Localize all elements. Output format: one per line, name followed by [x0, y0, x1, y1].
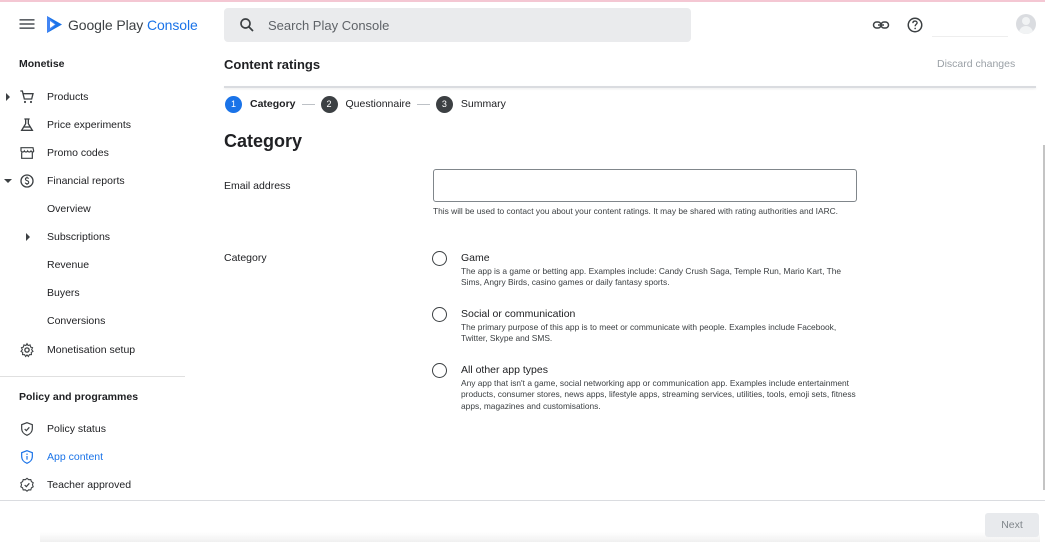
step-label: Questionnaire	[345, 98, 411, 110]
search-icon	[238, 16, 256, 34]
sidebar-item-subscriptions[interactable]	[0, 226, 186, 248]
page-title: Content ratings	[224, 57, 321, 72]
search-input[interactable]: Search Play Console	[268, 17, 390, 33]
dollar-icon	[19, 173, 35, 189]
gear-icon	[19, 342, 35, 358]
email-helper-text: This will be used to contact you about your content ratings. It may be shared with rating authorities and IARC.	[433, 206, 839, 216]
step-number: 1	[225, 96, 242, 113]
title-divider	[224, 86, 1036, 88]
next-button[interactable]: Next	[985, 513, 1039, 537]
sidebar-item-label: App content	[47, 451, 104, 463]
caret-right-icon[interactable]	[24, 233, 32, 241]
option-title: Game	[461, 252, 490, 264]
step-summary[interactable]	[436, 96, 506, 113]
step-number: 3	[436, 96, 453, 113]
sidebar-item-conversions[interactable]	[0, 310, 186, 332]
sidebar-item-label: Financial reports	[47, 175, 125, 187]
sidebar-item-buyers[interactable]	[0, 282, 186, 304]
radio-game[interactable]	[432, 251, 447, 266]
play-console-logo[interactable]	[46, 15, 198, 34]
category-label: Category	[224, 252, 267, 264]
sidebar-item-label: Overview	[47, 203, 91, 215]
option-description: Any app that isn't a game, social networking app or communication app. Examples include entertainment products, consumer stores, news apps, lifestyle apps, streaming services, utilities, tools, emoji sets, fitness apps, magazines and customisations.	[461, 378, 856, 411]
logo-product: Console	[146, 16, 198, 33]
sidebar-item-label: Revenue	[47, 259, 90, 271]
radio-other[interactable]	[432, 363, 447, 378]
step-connector	[417, 104, 430, 105]
footer-divider	[0, 500, 1045, 501]
sidebar-item-policy-status[interactable]	[0, 418, 186, 440]
link-icon[interactable]	[872, 16, 890, 34]
shield-check-icon	[19, 421, 35, 437]
sidebar-section-monetise: Monetise	[19, 58, 65, 70]
sidebar-item-financial-reports[interactable]	[0, 170, 186, 192]
sidebar-item-label: Teacher approved	[47, 479, 132, 491]
sidebar-item-label: Buyers	[47, 287, 80, 299]
shield-info-icon	[19, 449, 35, 465]
step-label: Category	[250, 98, 296, 110]
sidebar-item-label: Conversions	[47, 315, 106, 327]
search-bar[interactable]	[224, 8, 691, 42]
flask-icon	[19, 117, 35, 133]
logo-text	[68, 17, 198, 33]
step-connector	[302, 104, 315, 105]
sidebar-item-label: Monetisation setup	[47, 344, 136, 356]
sidebar-item-label: Policy status	[47, 423, 106, 435]
option-description: The primary purpose of this app is to meet or communicate with people. Examples include Facebook, Twitter, Skype and SMS.	[461, 322, 837, 344]
caret-down-icon[interactable]	[4, 177, 12, 185]
help-icon[interactable]	[906, 16, 924, 34]
sidebar-item-products[interactable]	[0, 86, 186, 108]
sidebar	[0, 46, 186, 500]
step-number: 2	[321, 96, 338, 113]
sidebar-divider	[0, 376, 185, 377]
sidebar-item-promo-codes[interactable]	[0, 142, 186, 164]
option-title: Social or communication	[461, 308, 576, 320]
footer-shadow	[40, 532, 1040, 542]
email-label: Email address	[224, 180, 291, 192]
step-label: Summary	[460, 98, 506, 110]
discard-changes-button[interactable]: Discard changes	[937, 58, 1016, 70]
sidebar-item-price-experiments[interactable]	[0, 114, 186, 136]
step-questionnaire[interactable]	[321, 96, 411, 113]
email-field[interactable]	[433, 169, 857, 202]
sidebar-item-monetisation-setup[interactable]	[0, 339, 186, 361]
sidebar-item-label: Subscriptions	[47, 231, 111, 243]
option-title: All other app types	[461, 364, 548, 376]
step-category[interactable]	[225, 96, 296, 113]
sidebar-item-app-content[interactable]	[0, 446, 186, 468]
sidebar-item-teacher-approved[interactable]	[0, 474, 186, 496]
stepper	[225, 95, 506, 113]
account-switcher[interactable]	[932, 11, 1008, 37]
sidebar-item-label: Price experiments	[47, 119, 132, 131]
menu-icon[interactable]	[17, 14, 37, 34]
badge-check-icon	[19, 477, 35, 493]
radio-social[interactable]	[432, 307, 447, 322]
play-logo-icon	[46, 15, 63, 34]
sidebar-item-label: Promo codes	[47, 147, 109, 159]
sidebar-section-policy: Policy and programmes	[19, 391, 139, 403]
sidebar-item-revenue[interactable]	[0, 254, 186, 276]
logo-brand: Google Play	[68, 16, 144, 33]
top-app-bar	[0, 2, 1045, 46]
cart-icon	[19, 89, 35, 105]
caret-right-icon[interactable]	[4, 93, 12, 101]
sidebar-item-overview[interactable]	[0, 198, 186, 220]
option-description: The app is a game or betting app. Examples include: Candy Crush Saga, Temple Run, Mario Kart, The Sims, Angry Birds, casino games or daily fantasy sports.	[461, 266, 842, 288]
store-icon	[19, 145, 35, 161]
sidebar-item-label: Products	[47, 91, 89, 103]
section-heading: Category	[224, 131, 303, 151]
avatar[interactable]	[1016, 14, 1036, 34]
